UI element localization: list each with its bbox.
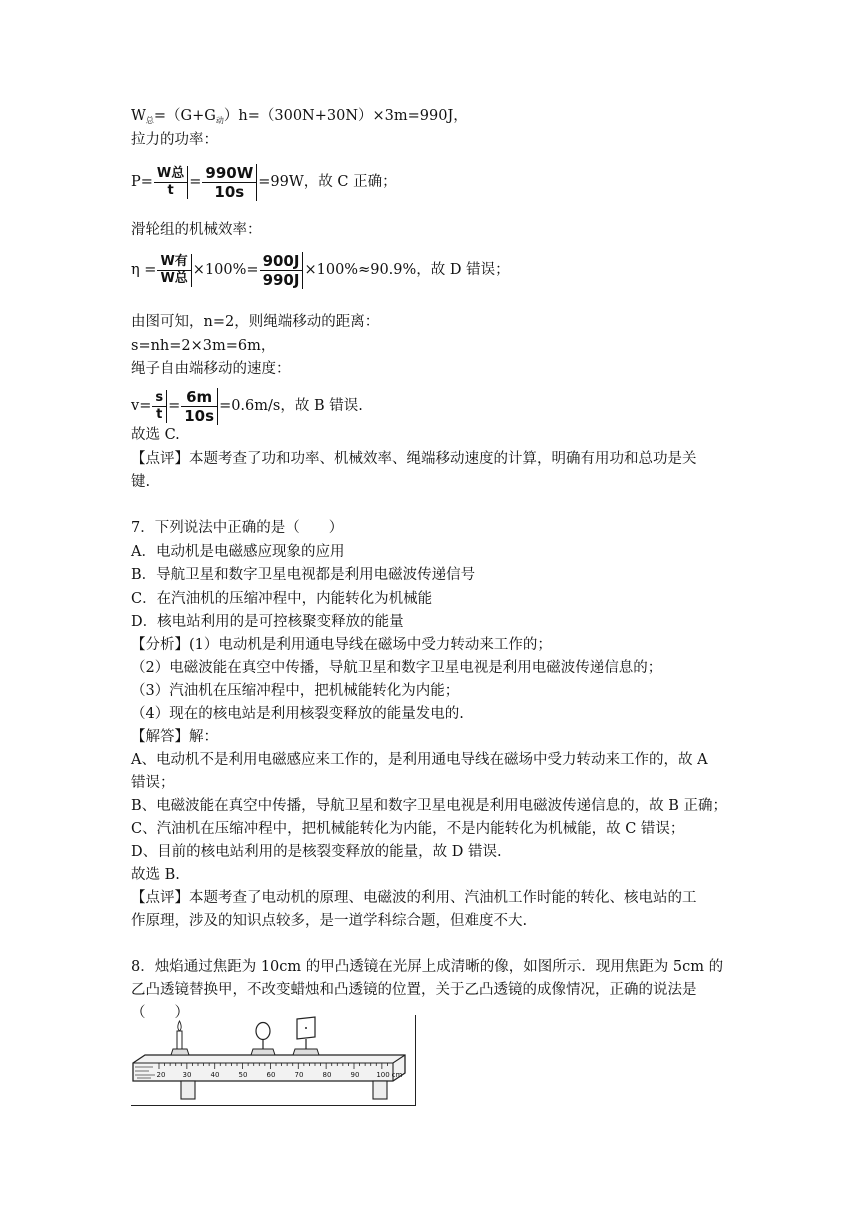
bench-leg-left [181, 1081, 195, 1099]
q7-stem: 7．下列说法中正确的是（ ） [131, 520, 344, 536]
screen-holder [293, 1049, 319, 1055]
work-total-equation [131, 106, 468, 131]
text: = [189, 174, 202, 190]
fraction [157, 254, 191, 287]
fraction [202, 164, 257, 201]
q7-option-c: C．在汽油机的压缩冲程中，内能转化为机械能 [131, 591, 433, 607]
ruler-tick-label: 20 [156, 1071, 166, 1079]
ruler-tick-label: 70 [294, 1071, 304, 1079]
velocity-equation [131, 386, 363, 426]
q7-answer-4: C、汽油机在压缩冲程中，把机械能转化为内能，不是内能转化为机械能，故 C 错误； [131, 821, 685, 837]
ruler-tick-label: cm [391, 1071, 403, 1079]
text: W [131, 108, 146, 124]
numerator: 990W [202, 164, 257, 183]
denominator: 990J [260, 271, 304, 289]
choose-c: 故选 C. [131, 427, 180, 443]
candle-holder [171, 1049, 189, 1055]
numerator: 900J [260, 252, 304, 271]
q7-comment-2: 作原理，涉及的知识点较多，是一道学科综合题，但难度不大. [131, 913, 528, 929]
q7-answer-1: A、电动机不是利用电磁感应来工作的，是利用通电导线在磁场中受力转动来工作的，故 A [131, 752, 708, 768]
text: =0.6m/s，故 B 错误. [219, 398, 363, 414]
velocity-label: 绳子自由端移动的速度： [131, 361, 291, 377]
candle [177, 1031, 182, 1049]
convex-lens [256, 1023, 270, 1040]
ruler-tick-label: 30 [182, 1071, 192, 1079]
q7-answer-3: B、电磁波能在真空中传播，导航卫星和数字卫星电视是利用电磁波传递信息的，故 B 正确； [131, 798, 728, 814]
fraction [152, 390, 167, 423]
text: v= [131, 398, 152, 414]
q7-analysis-2: （2）电磁波能在真空中传播，导航卫星和数字卫星电视是利用电磁波传递信息的； [131, 660, 663, 676]
bench-leg-right [373, 1081, 387, 1099]
candle-flame [178, 1021, 181, 1031]
screen-image-dot [305, 1027, 307, 1029]
q8-stem-1: 8．烛焰通过焦距为 10cm 的甲凸透镜在光屏上成清晰的像，如图所示．现用焦距为 5cm 的 [131, 959, 724, 975]
denominator: 10s [181, 407, 218, 425]
numerator: 6m [181, 388, 218, 407]
fraction [154, 166, 188, 199]
q7-answer-5: D、目前的核电站利用的是核裂变释放的能量，故 D 错误. [131, 844, 502, 860]
text: =（G+G [153, 108, 216, 124]
text: ×100%= [192, 262, 259, 278]
optical-bench-illustration [131, 1015, 415, 1105]
subscript: 动 [215, 116, 224, 125]
text: =99W，故 C 正确； [258, 174, 397, 190]
fraction [181, 388, 218, 425]
numerator: s [152, 390, 167, 407]
optical-bench-figure [131, 1015, 416, 1106]
comment-6-line-1: 【点评】本题考查了功和功率、机械效率、绳端移动速度的计算，明确有用功和总功是关 [131, 451, 697, 467]
text: P= [131, 174, 153, 190]
q7-analysis-1: 【分析】(1）电动机是利用通电导线在磁场中受力转动来工作的； [131, 637, 552, 653]
q7-option-b: B．导航卫星和数字卫星电视都是利用电磁波传递信号 [131, 567, 476, 583]
text: = [168, 398, 181, 414]
subscript: 总 [145, 116, 154, 125]
denominator: 10s [202, 183, 257, 201]
q7-analysis-3: （3）汽油机在压缩冲程中，把机械能转化为内能； [131, 683, 460, 699]
ruler-tick-label: 50 [238, 1071, 248, 1079]
denominator: t [152, 407, 167, 423]
denominator: W总 [157, 271, 191, 287]
ruler-tick-label: 60 [266, 1071, 276, 1079]
ruler-tick-label: 80 [322, 1071, 332, 1079]
efficiency-label: 滑轮组的机械效率： [131, 222, 262, 238]
q7-comment-1: 【点评】本题考查了电动机的原理、电磁波的利用、汽油机工作时能的转化、核电站的工 [131, 890, 697, 906]
text: ）h=（300N+30N）×3m=990J， [223, 108, 468, 124]
q8-stem-2: 乙凸透镜替换甲，不改变蜡烛和凸透镜的位置，关于乙凸透镜的成像情况，正确的说法是 [131, 982, 697, 998]
q7-answer-head: 【解答】解： [131, 729, 218, 745]
q7-answer-2: 错误； [131, 775, 175, 791]
numerator: W有 [157, 254, 191, 271]
q7-option-d: D．核电站利用的是可控核聚变释放的能量 [131, 614, 404, 630]
denominator: t [154, 183, 188, 199]
fraction [260, 252, 304, 289]
q7-choose: 故选 B. [131, 867, 180, 883]
numerator: W总 [154, 166, 188, 183]
comment-6-line-2: 键. [131, 474, 151, 490]
power-equation [131, 162, 397, 202]
ruler-tick-label: 90 [350, 1071, 360, 1079]
n-info: 由图可知，n=2，则绳端移动的距离： [131, 314, 380, 330]
q7-option-a: A．电动机是电磁感应现象的应用 [131, 544, 345, 560]
power-label: 拉力的功率： [131, 132, 218, 148]
q8-stem-3: （ ） [131, 1005, 189, 1021]
efficiency-equation [131, 250, 510, 290]
q7-analysis-4: （4）现在的核电站是利用核裂变释放的能量发电的. [131, 706, 464, 722]
lens-holder [251, 1049, 275, 1055]
text: ×100%≈90.9%，故 D 错误； [304, 262, 510, 278]
ruler-tick-label: 40 [210, 1071, 220, 1079]
text: η = [131, 262, 157, 278]
ruler-tick-label: 100 [376, 1071, 390, 1079]
distance-equation: s=nh=2×3m=6m， [131, 338, 276, 354]
